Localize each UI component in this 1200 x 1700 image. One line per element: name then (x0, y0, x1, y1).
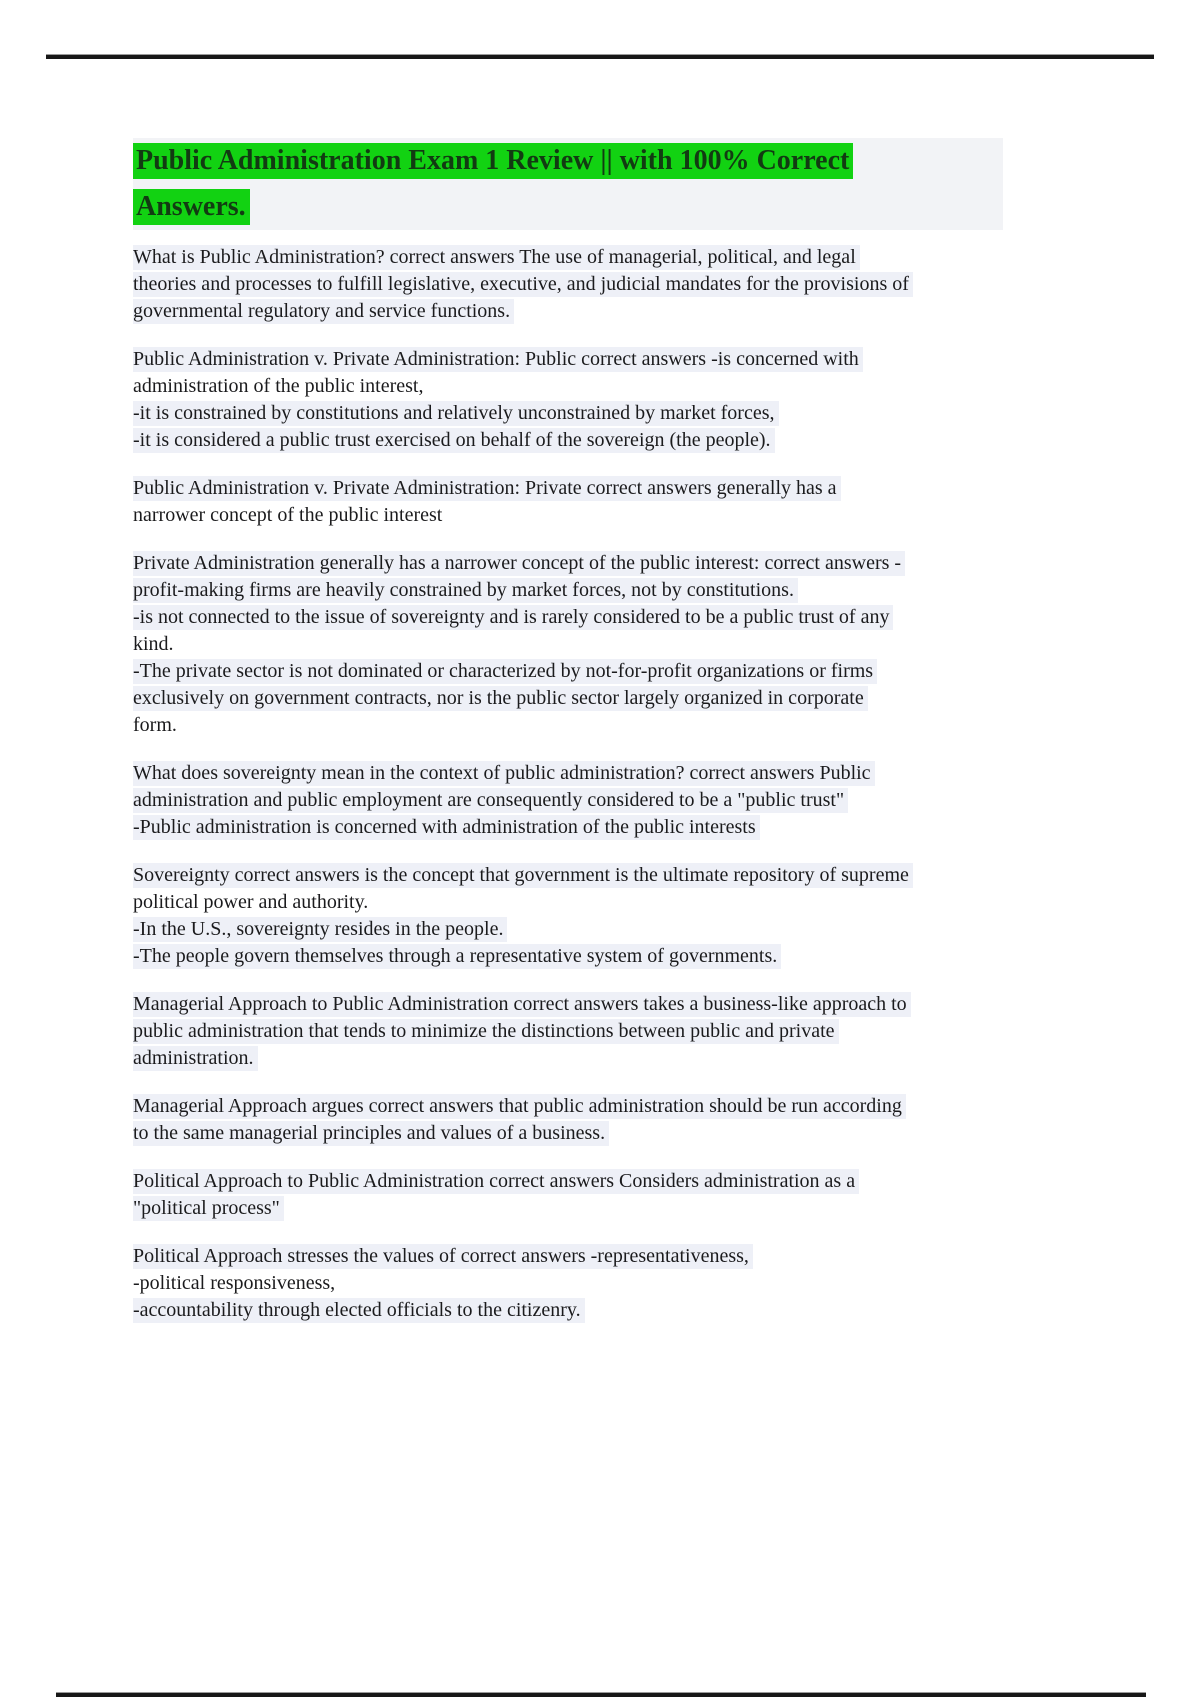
qa-line: administration and public employment are consequently considered to be a "public trust" (133, 788, 848, 813)
qa-line: Sovereignty correct answers is the concept that government is the ultimate repository of supreme (133, 863, 913, 888)
qa-line: -political responsiveness, (133, 1272, 336, 1294)
qa-line: -In the U.S., sovereignty resides in the people. (133, 917, 507, 942)
qa-line: -it is constrained by constitutions and relatively unconstrained by market forces, (133, 401, 779, 426)
qa-line: profit-making firms are heavily constrained by market forces, not by constitutions. (133, 578, 798, 603)
qa-line: exclusively on government contracts, nor is the public sector largely organized in corporate (133, 686, 868, 711)
qa-line: Managerial Approach to Public Administration correct answers takes a business-like approach to (133, 992, 911, 1017)
qa-line: Public Administration v. Private Administration: Public correct answers -is concerned with (133, 347, 863, 372)
qa-paragraph (133, 1168, 1083, 1222)
qa-line: Managerial Approach argues correct answers that public administration should be run according (133, 1094, 906, 1119)
title-line: Public Administration Exam 1 Review || with 100% Correct (133, 143, 853, 179)
qa-line: theories and processes to fulfill legislative, executive, and judicial mandates for the provisions of (133, 272, 913, 297)
bottom-horizontal-rule (56, 1692, 1146, 1697)
qa-paragraph (133, 1243, 1083, 1324)
qa-paragraph (133, 760, 1083, 841)
qa-line: -accountability through elected officials to the citizenry. (133, 1298, 585, 1323)
qa-line: -The private sector is not dominated or characterized by not-for-profit organizations or firms (133, 659, 877, 684)
qa-line: form. (133, 714, 177, 736)
title-line: Answers. (133, 189, 250, 225)
qa-paragraph (133, 1093, 1083, 1147)
qa-line: political power and authority. (133, 891, 369, 913)
qa-line: Political Approach stresses the values of correct answers -representativeness, (133, 1244, 753, 1269)
qa-paragraph (133, 550, 1083, 739)
document-body (133, 244, 1083, 1324)
qa-line: Private Administration generally has a narrower concept of the public interest: correct answers - (133, 551, 905, 576)
top-horizontal-rule (46, 54, 1154, 59)
qa-line: What is Public Administration? correct answers The use of managerial, political, and legal (133, 245, 860, 270)
qa-line: administration. (133, 1046, 258, 1071)
qa-line: "political process" (133, 1196, 284, 1221)
qa-paragraph (133, 475, 1083, 529)
qa-line: -Public administration is concerned with administration of the public interests (133, 815, 760, 840)
qa-line: narrower concept of the public interest (133, 504, 443, 526)
qa-line: kind. (133, 633, 174, 655)
qa-paragraph (133, 991, 1083, 1072)
qa-line: governmental regulatory and service functions. (133, 299, 514, 324)
qa-line: -is not connected to the issue of sovereignty and is rarely considered to be a public trust of any (133, 605, 893, 630)
qa-paragraph (133, 862, 1083, 970)
qa-line: -The people govern themselves through a representative system of governments. (133, 944, 781, 969)
qa-paragraph (133, 244, 1083, 325)
qa-line: public administration that tends to minimize the distinctions between public and private (133, 1019, 839, 1044)
document-content (133, 138, 1083, 1324)
qa-line: Public Administration v. Private Administration: Private correct answers generally has a (133, 476, 841, 501)
qa-line: What does sovereignty mean in the context of public administration? correct answers Public (133, 761, 875, 786)
qa-line: -it is considered a public trust exercised on behalf of the sovereign (the people). (133, 428, 775, 453)
qa-line: to the same managerial principles and values of a business. (133, 1121, 609, 1146)
qa-line: Political Approach to Public Administration correct answers Considers administration as a (133, 1169, 859, 1194)
qa-paragraph (133, 346, 1083, 454)
qa-line: administration of the public interest, (133, 375, 424, 397)
document-title (133, 138, 1003, 230)
